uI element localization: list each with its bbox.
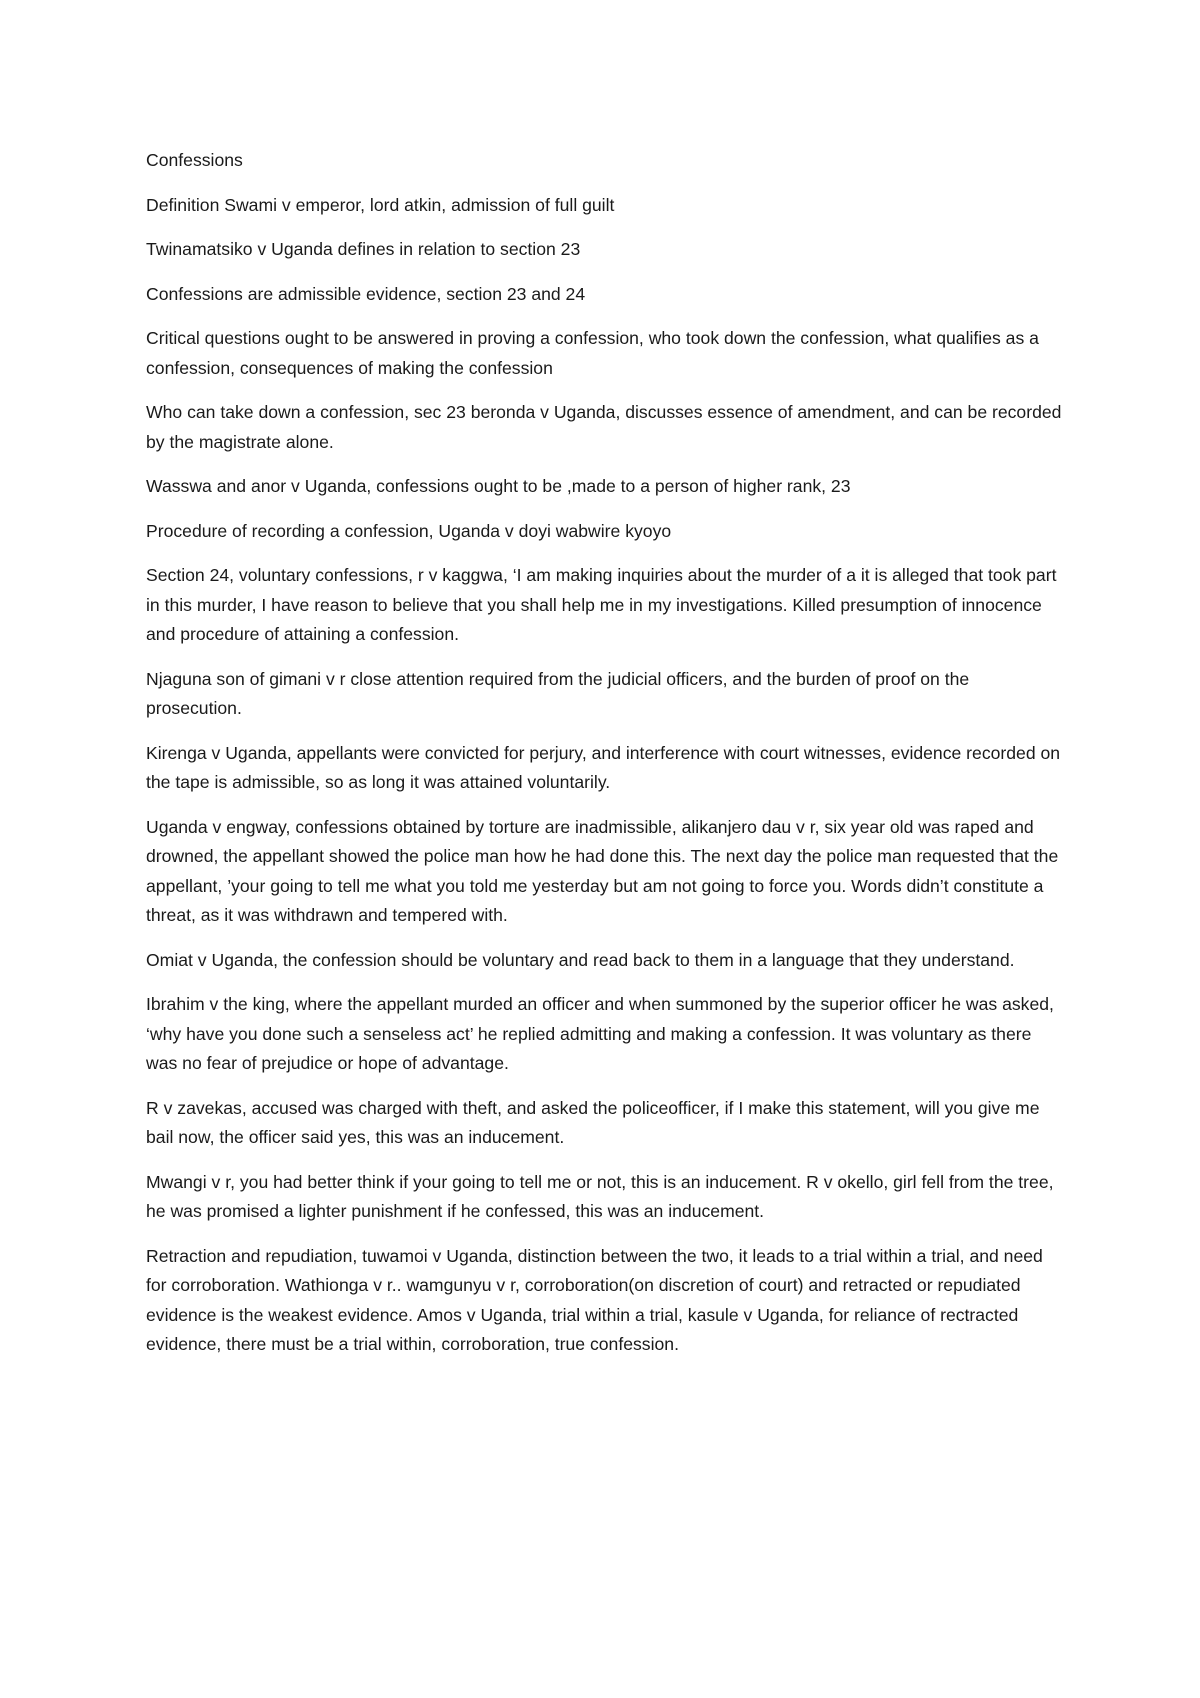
paragraph-njaguna: Njaguna son of gimani v r close attention required from the judicial officers, and the burden of proof on the prosecution. xyxy=(146,668,970,718)
paragraph-definition: Definition Swami v emperor, lord atkin, admission of full guilt xyxy=(146,194,615,215)
paragraph-who-can-take-down: Who can take down a confession, sec 23 beronda v Uganda, discusses essence of amendment, and can be recorded by the magistrate alone. xyxy=(146,402,1062,452)
paragraph-procedure: Procedure of recording a confession, Uganda v doyi wabwire kyoyo xyxy=(146,520,672,541)
paragraph-omiat: Omiat v Uganda, the confession should be voluntary and read back to them in a language that they understand. xyxy=(146,949,1015,970)
paragraph-admissible-evidence: Confessions are admissible evidence, section 23 and 24 xyxy=(146,283,586,304)
paragraph-kirenga: Kirenga v Uganda, appellants were convicted for perjury, and interference with court witnesses, evidence recorded on the tape is admissible, so as long it was attained voluntarily. xyxy=(146,742,1061,792)
paragraph-ibrahim: Ibrahim v the king, where the appellant murded an officer and when summoned by the superior officer he was asked, ‘why have you done such a senseless act’ he replied admitting and making a confession. It was voluntary as there was no fear of prejudice or hope of advantage. xyxy=(146,994,1054,1073)
paragraph-section-24: Section 24, voluntary confessions, r v kaggwa, ‘I am making inquiries about the murder of a it is alleged that took part in this murder, I have reason to believe that you shall help me in my investigations. Killed presumption of innocence and procedure of attaining a confession. xyxy=(146,565,1057,644)
paragraph-wasswa: Wasswa and anor v Uganda, confessions ought to be ,made to a person of higher rank, 23 xyxy=(146,476,851,496)
paragraph-zavekas: R v zavekas, accused was charged with theft, and asked the policeofficer, if I make this statement, will you give me bail now, the officer said yes, this was an inducement. xyxy=(146,1097,1040,1147)
paragraph-twinamatsiko: Twinamatsiko v Uganda defines in relation to section 23 xyxy=(146,239,581,259)
document-title: Confessions xyxy=(146,150,243,170)
paragraph-critical-questions: Critical questions ought to be answered in proving a confession, who took down the confession, what qualifies as a confession, consequences of making the confession xyxy=(146,328,1039,378)
paragraph-engway: Uganda v engway, confessions obtained by torture are inadmissible, alikanjero dau v r, six year old was raped and drowned, the appellant showed the police man how he had done this. The next day the police man requested that the appellant, ’your going to tell me what you told me yesterday but am not going to force you. Words didn’t constitute a threat, as it was withdrawn and tempered with. xyxy=(146,816,1059,925)
document-body xyxy=(146,146,1066,1360)
paragraph-retraction: Retraction and repudiation, tuwamoi v Uganda, distinction between the two, it leads to a trial within a trial, and need for corroboration. Wathionga v r.. wamgunyu v r, corroboration(on discretion of court) and retracted or repudiated evidence is the weakest evidence. Amos v Uganda, trial within a trial, kasule v Uganda, for reliance of rectracted evidence, there must be a trial within, corroboration, true confession. xyxy=(146,1245,1043,1354)
paragraph-mwangi: Mwangi v r, you had better think if your going to tell me or not, this is an inducement. R v okello, girl fell from the tree, he was promised a lighter punishment if he confessed, this was an inducement. xyxy=(146,1171,1054,1221)
